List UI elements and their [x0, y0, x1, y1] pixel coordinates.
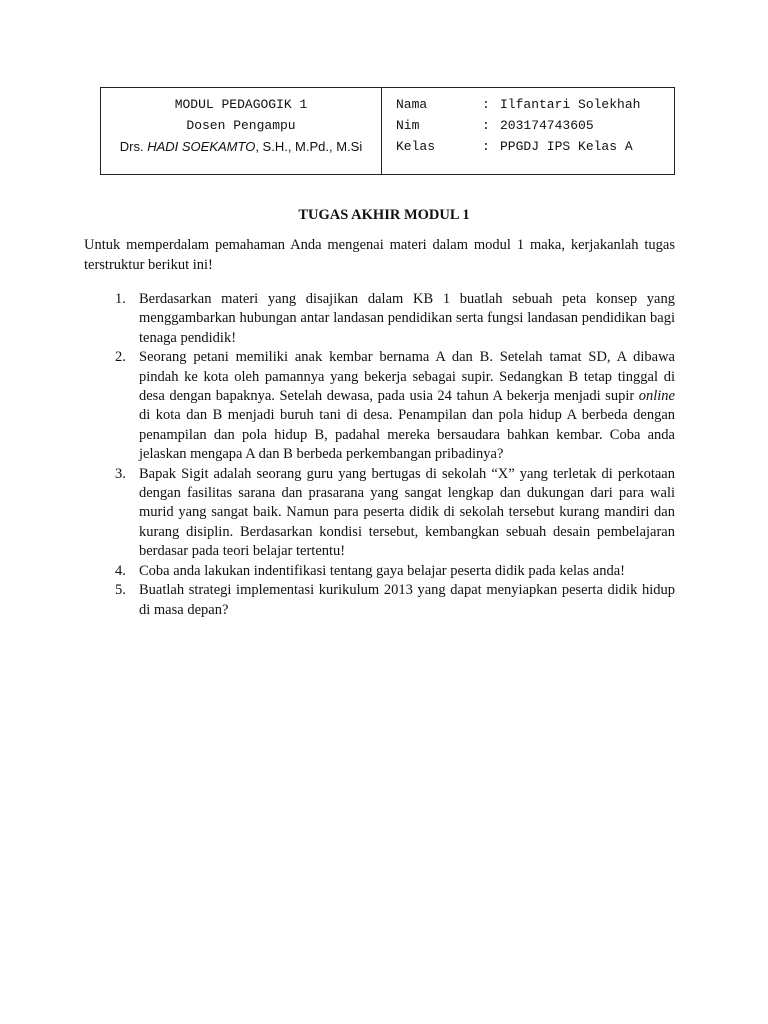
list-item — [84, 465, 675, 562]
task-list — [84, 290, 675, 620]
lecturer-suffix: , S.H., M.Pd., M.Si — [255, 139, 363, 154]
student-name-label: Nama — [396, 97, 428, 112]
student-class-label: Kelas — [396, 139, 436, 154]
task-number: 2. — [115, 349, 126, 366]
task-text: Buatlah strategi implementasi kurikulum 2013 yang dapat menyiapkan peserta didik hidup di masa depan? — [139, 582, 675, 618]
task-text: Berdasarkan materi yang disajikan dalam KB 1 buatlah sebuah peta konsep yang menggambarkan hubungan antar landasan pendidikan serta fungsi landasan pendidikan bagi tenaga pendidik! — [139, 291, 675, 346]
student-class-row — [396, 136, 674, 157]
task-text-part-b: di kota dan B menjadi buruh tani di desa. Penampilan dan pola hidup A berbeda dengan penampilan dan pola hidup B, padahal mereka bersaudara bahkan kembar. Coba anda jelaskan mengapa A dan B berbeda perkembangan pribadinya? — [139, 407, 675, 463]
student-name-value: Ilfantari Solekhah — [500, 97, 641, 112]
task-text-italic: online — [638, 388, 675, 405]
student-id-value: 203174743605 — [500, 118, 594, 133]
module-info-cell — [101, 88, 382, 174]
module-name: MODUL PEDAGOGIK 1 — [174, 97, 308, 112]
task-text: Coba anda lakukan indentifikasi tentang gaya belajar peserta didik pada kelas anda! — [139, 562, 625, 579]
student-id-colon: : — [482, 118, 490, 133]
task-number: 5. — [115, 582, 126, 599]
list-item — [84, 581, 675, 620]
list-item — [84, 348, 675, 464]
task-text: Bapak Sigit adalah seorang guru yang bertugas di sekolah “X” yang terletak di perkotaan dengan fasilitas sarana dan prasarana yang sangat lengkap dan dukungan dari para wali murid yang sangat baik. Namun para peserta didik di sekolah tersebut kurang mandiri dan kurang disiplin. Berdasarkan kondisi tersebut, kembangkan sebuah desain pembelajaran berdasar pada teori belajar tertentu! — [139, 465, 675, 560]
lecturer-prefix: Drs. — [119, 139, 148, 154]
student-class-colon: : — [482, 139, 490, 154]
lecturer-name: HADI SOEKAMTO — [147, 139, 256, 154]
student-name-colon: : — [482, 97, 490, 112]
lecturer-name-line — [101, 136, 381, 157]
list-item — [84, 562, 675, 581]
intro-paragraph: Untuk memperdalam pemahaman Anda mengenai materi dalam modul 1 maka, kerjakanlah tugas terstruktur berikut ini! — [84, 237, 675, 273]
student-info-cell — [382, 88, 674, 174]
task-number: 3. — [115, 465, 126, 482]
student-id-label: Nim — [396, 118, 420, 133]
header-table — [100, 87, 675, 175]
student-class-value: PPGDJ IPS Kelas A — [500, 139, 633, 154]
task-number: 1. — [115, 291, 126, 307]
document-title: TUGAS AKHIR MODUL 1 — [298, 207, 470, 223]
student-id-row — [396, 115, 674, 136]
student-name-row — [396, 94, 674, 115]
list-item — [84, 290, 675, 348]
lecturer-role: Dosen Pengampu — [186, 118, 296, 133]
task-number: 4. — [115, 562, 126, 579]
task-text-part-a: Seorang petani memiliki anak kembar bernama A dan B. Setelah tamat SD, A dibawa pindah ke kota oleh pamannya yang bekerja sebagai supir. Sedangkan B tetap tinggal di desa dengan bapaknya. Setelah dewasa, pada usia 24 tahun A bekerja menjadi supir — [139, 349, 675, 405]
